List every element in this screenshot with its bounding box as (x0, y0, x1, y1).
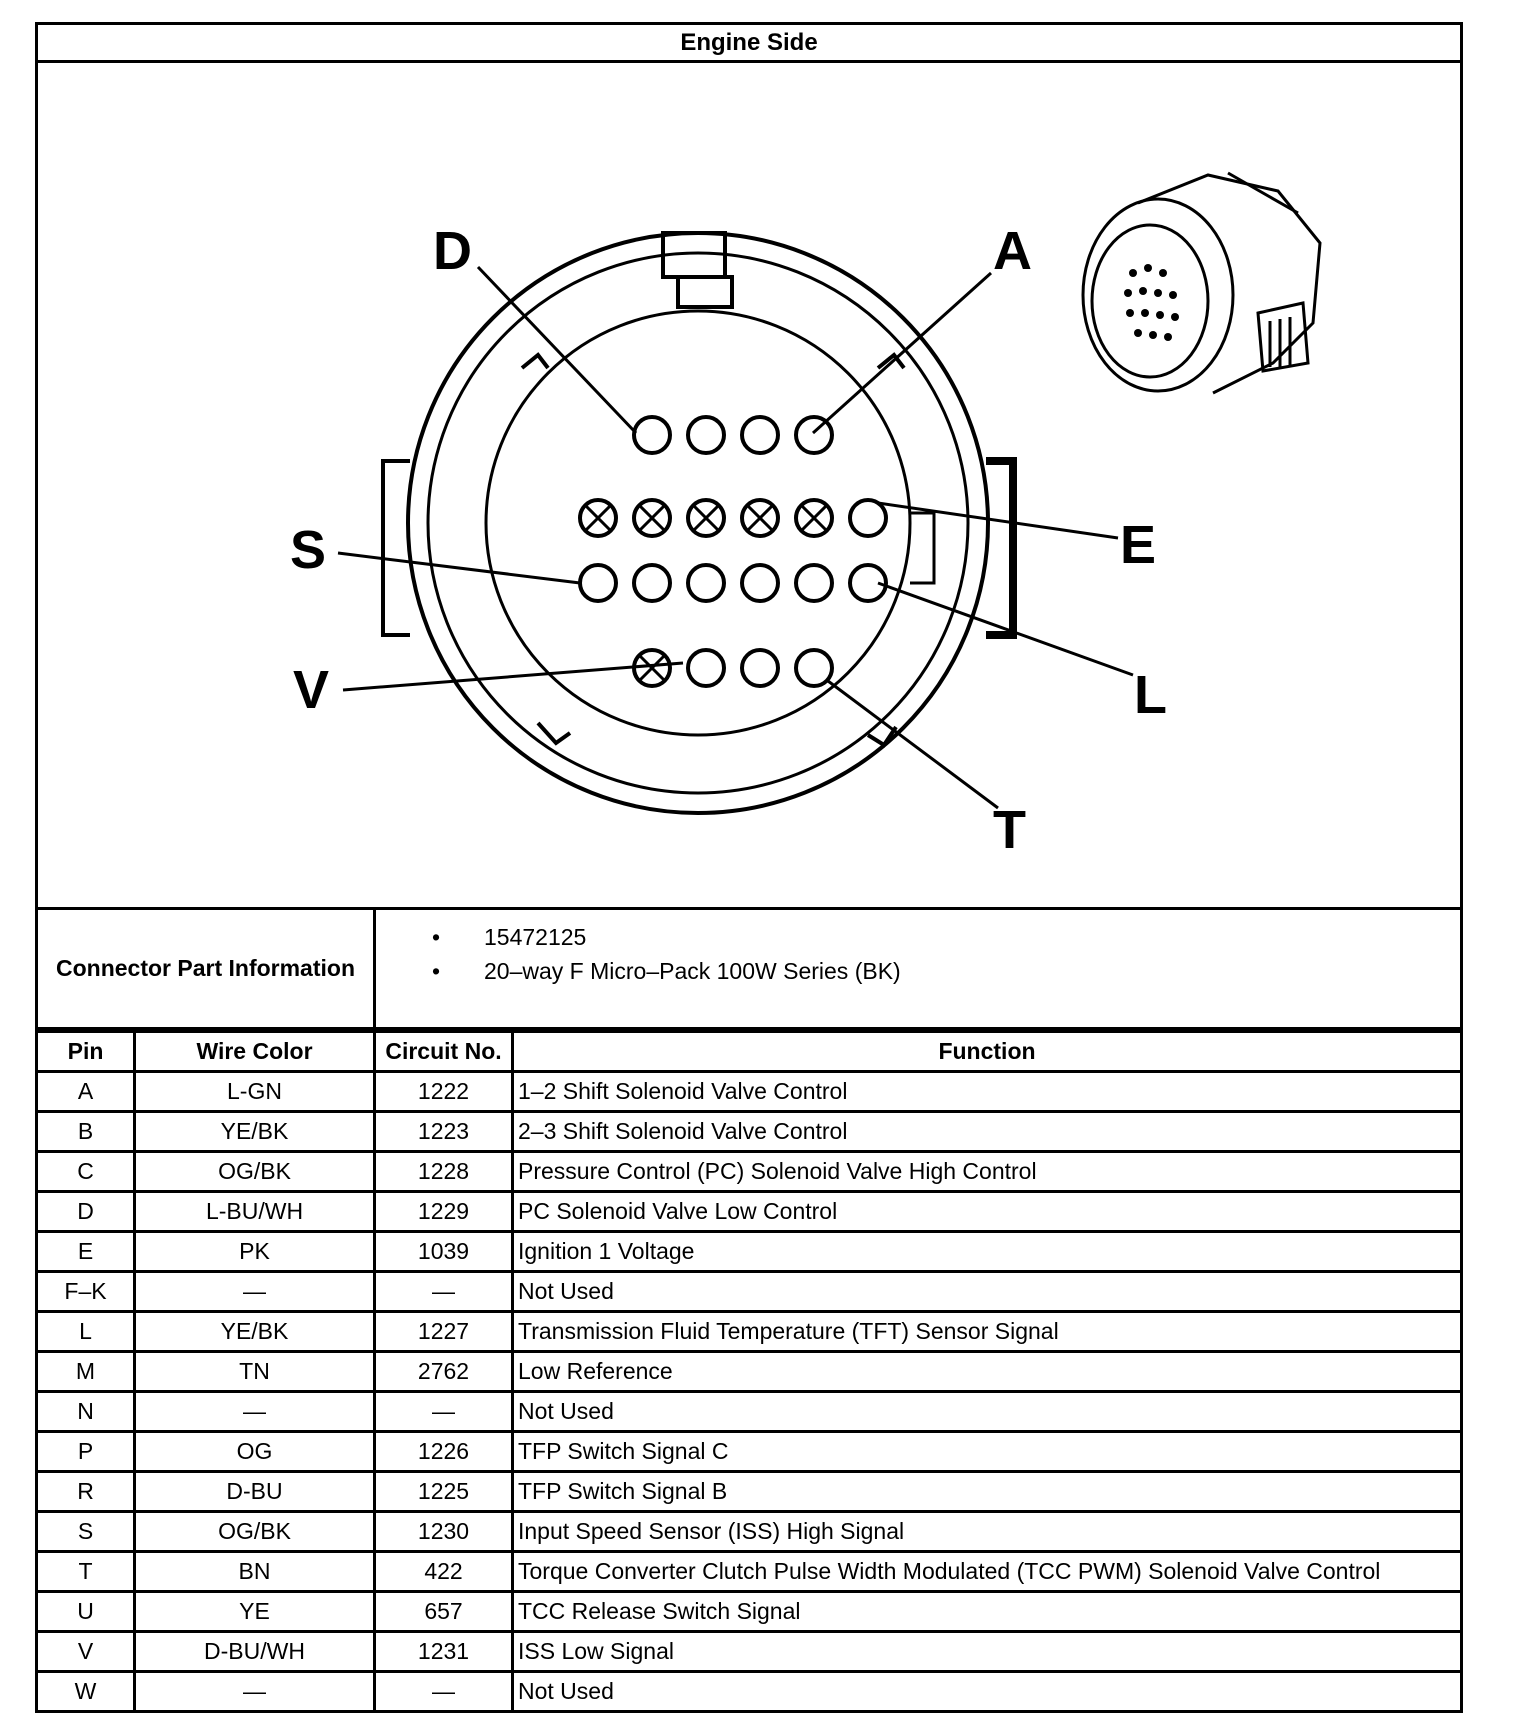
callout-S: S (290, 520, 327, 580)
callout-labels (290, 221, 1167, 860)
pin-cavity (634, 417, 670, 453)
pin-cavity (580, 565, 616, 601)
pin-cavity (688, 417, 724, 453)
pin-cell: T (37, 1552, 135, 1592)
wire-color-cell: YE/BK (135, 1312, 375, 1352)
header-pin: Pin (37, 1032, 135, 1072)
wire-color-cell: OG/BK (135, 1152, 375, 1192)
pin-cavity (796, 565, 832, 601)
wire-color-cell: YE (135, 1592, 375, 1632)
wire-color-cell: PK (135, 1232, 375, 1272)
pin-cell: C (37, 1152, 135, 1192)
header-function: Function (513, 1032, 1462, 1072)
pinout-table (35, 1030, 1463, 1713)
connector-info-list (376, 910, 1460, 1027)
callout-D: D (433, 221, 472, 281)
circuit-cell: 1222 (375, 1072, 513, 1112)
wire-color-cell: — (135, 1672, 375, 1712)
wire-color-cell: BN (135, 1552, 375, 1592)
table-row (37, 1392, 1462, 1432)
wire-color-cell: L-GN (135, 1072, 375, 1112)
table-row (37, 1592, 1462, 1632)
function-cell: PC Solenoid Valve Low Control (513, 1192, 1462, 1232)
circuit-cell: 1229 (375, 1192, 513, 1232)
pin-cell: A (37, 1072, 135, 1112)
pin-cell: R (37, 1472, 135, 1512)
pin-cavity (742, 650, 778, 686)
table-header-row (37, 1032, 1462, 1072)
pin-cell: W (37, 1672, 135, 1712)
function-cell: 2–3 Shift Solenoid Valve Control (513, 1112, 1462, 1152)
table-row (37, 1152, 1462, 1192)
connector-sheet (35, 22, 1463, 1713)
pin-cell: F–K (37, 1272, 135, 1312)
connector-isometric-view (1083, 173, 1320, 393)
table-row (37, 1552, 1462, 1592)
diagram-title: Engine Side (35, 22, 1463, 60)
left-flat (383, 461, 410, 635)
key-notch-top-left (522, 355, 548, 368)
pin-cell: V (37, 1632, 135, 1672)
callout-A: A (993, 221, 1032, 281)
wire-color-cell: TN (135, 1352, 375, 1392)
circuit-cell: 1231 (375, 1632, 513, 1672)
circuit-cell: — (375, 1392, 513, 1432)
pin-array (580, 417, 886, 686)
function-cell: Not Used (513, 1672, 1462, 1712)
connector-info-label: Connector Part Information (38, 910, 376, 1027)
pin-cell: D (37, 1192, 135, 1232)
callout-V: V (293, 660, 330, 720)
function-cell: 1–2 Shift Solenoid Valve Control (513, 1072, 1462, 1112)
circuit-cell: 1228 (375, 1152, 513, 1192)
circuit-cell: — (375, 1672, 513, 1712)
table-row (37, 1232, 1462, 1272)
pin-cell: P (37, 1432, 135, 1472)
connector-diagram (35, 60, 1463, 910)
pin-cavity (688, 650, 724, 686)
pin-cell: M (37, 1352, 135, 1392)
function-cell: TFP Switch Signal C (513, 1432, 1462, 1472)
wire-color-cell: — (135, 1392, 375, 1432)
table-row (37, 1192, 1462, 1232)
wire-color-cell: — (135, 1272, 375, 1312)
bullet-icon: • (432, 924, 441, 950)
table-row (37, 1512, 1462, 1552)
table-row (37, 1672, 1462, 1712)
wire-color-cell: D-BU/WH (135, 1632, 375, 1672)
function-cell: Input Speed Sensor (ISS) High Signal (513, 1512, 1462, 1552)
function-cell: TFP Switch Signal B (513, 1472, 1462, 1512)
latch-tab (678, 277, 732, 307)
pin-cell: S (37, 1512, 135, 1552)
circuit-cell: — (375, 1272, 513, 1312)
wire-color-cell: D-BU (135, 1472, 375, 1512)
right-flat (986, 461, 1013, 635)
pin-cell: U (37, 1592, 135, 1632)
wire-color-cell: YE/BK (135, 1112, 375, 1152)
pin-cavity (688, 565, 724, 601)
table-row (37, 1432, 1462, 1472)
function-cell: Not Used (513, 1392, 1462, 1432)
list-item (432, 954, 1460, 988)
inner-key (910, 513, 934, 583)
table-row (37, 1112, 1462, 1152)
connector-part-information (35, 910, 1463, 1030)
function-cell: Transmission Fluid Temperature (TFT) Sensor Signal (513, 1312, 1462, 1352)
part-number: 15472125 (484, 924, 587, 950)
list-item (432, 920, 1460, 954)
connector-face-drawing (38, 63, 1460, 907)
callout-E: E (1120, 515, 1157, 575)
pin-cavity (742, 565, 778, 601)
pin-cavity (742, 417, 778, 453)
table-row (37, 1632, 1462, 1672)
pin-cavity (850, 500, 886, 536)
callout-L: L (1134, 665, 1167, 725)
function-cell: Low Reference (513, 1352, 1462, 1392)
function-cell: Ignition 1 Voltage (513, 1232, 1462, 1272)
wire-color-cell: L-BU/WH (135, 1192, 375, 1232)
wire-color-cell: OG (135, 1432, 375, 1472)
table-row (37, 1272, 1462, 1312)
table-row (37, 1072, 1462, 1112)
callout-T: T (993, 800, 1026, 860)
wire-color-cell: OG/BK (135, 1512, 375, 1552)
circuit-cell: 1226 (375, 1432, 513, 1472)
pin-cell: N (37, 1392, 135, 1432)
circuit-cell: 1225 (375, 1472, 513, 1512)
bullet-icon: • (432, 958, 441, 984)
table-row (37, 1472, 1462, 1512)
header-wire-color: Wire Color (135, 1032, 375, 1072)
pin-cavity (634, 565, 670, 601)
function-cell: TCC Release Switch Signal (513, 1592, 1462, 1632)
function-cell: Torque Converter Clutch Pulse Width Modulated (TCC PWM) Solenoid Valve Control (513, 1552, 1462, 1592)
pin-cell: E (37, 1232, 135, 1272)
table-row (37, 1352, 1462, 1392)
header-circuit-no: Circuit No. (375, 1032, 513, 1072)
function-cell: Pressure Control (PC) Solenoid Valve High Control (513, 1152, 1462, 1192)
circuit-cell: 1223 (375, 1112, 513, 1152)
pin-cell: L (37, 1312, 135, 1352)
pin-cell: B (37, 1112, 135, 1152)
circuit-cell: 657 (375, 1592, 513, 1632)
pin-cavity (796, 650, 832, 686)
connector-description: 20–way F Micro–Pack 100W Series (BK) (484, 958, 901, 984)
circuit-cell: 1039 (375, 1232, 513, 1272)
circuit-cell: 422 (375, 1552, 513, 1592)
function-cell: Not Used (513, 1272, 1462, 1312)
function-cell: ISS Low Signal (513, 1632, 1462, 1672)
table-row (37, 1312, 1462, 1352)
circuit-cell: 1230 (375, 1512, 513, 1552)
circuit-cell: 2762 (375, 1352, 513, 1392)
circuit-cell: 1227 (375, 1312, 513, 1352)
key-notch-bottom-left (538, 723, 570, 743)
